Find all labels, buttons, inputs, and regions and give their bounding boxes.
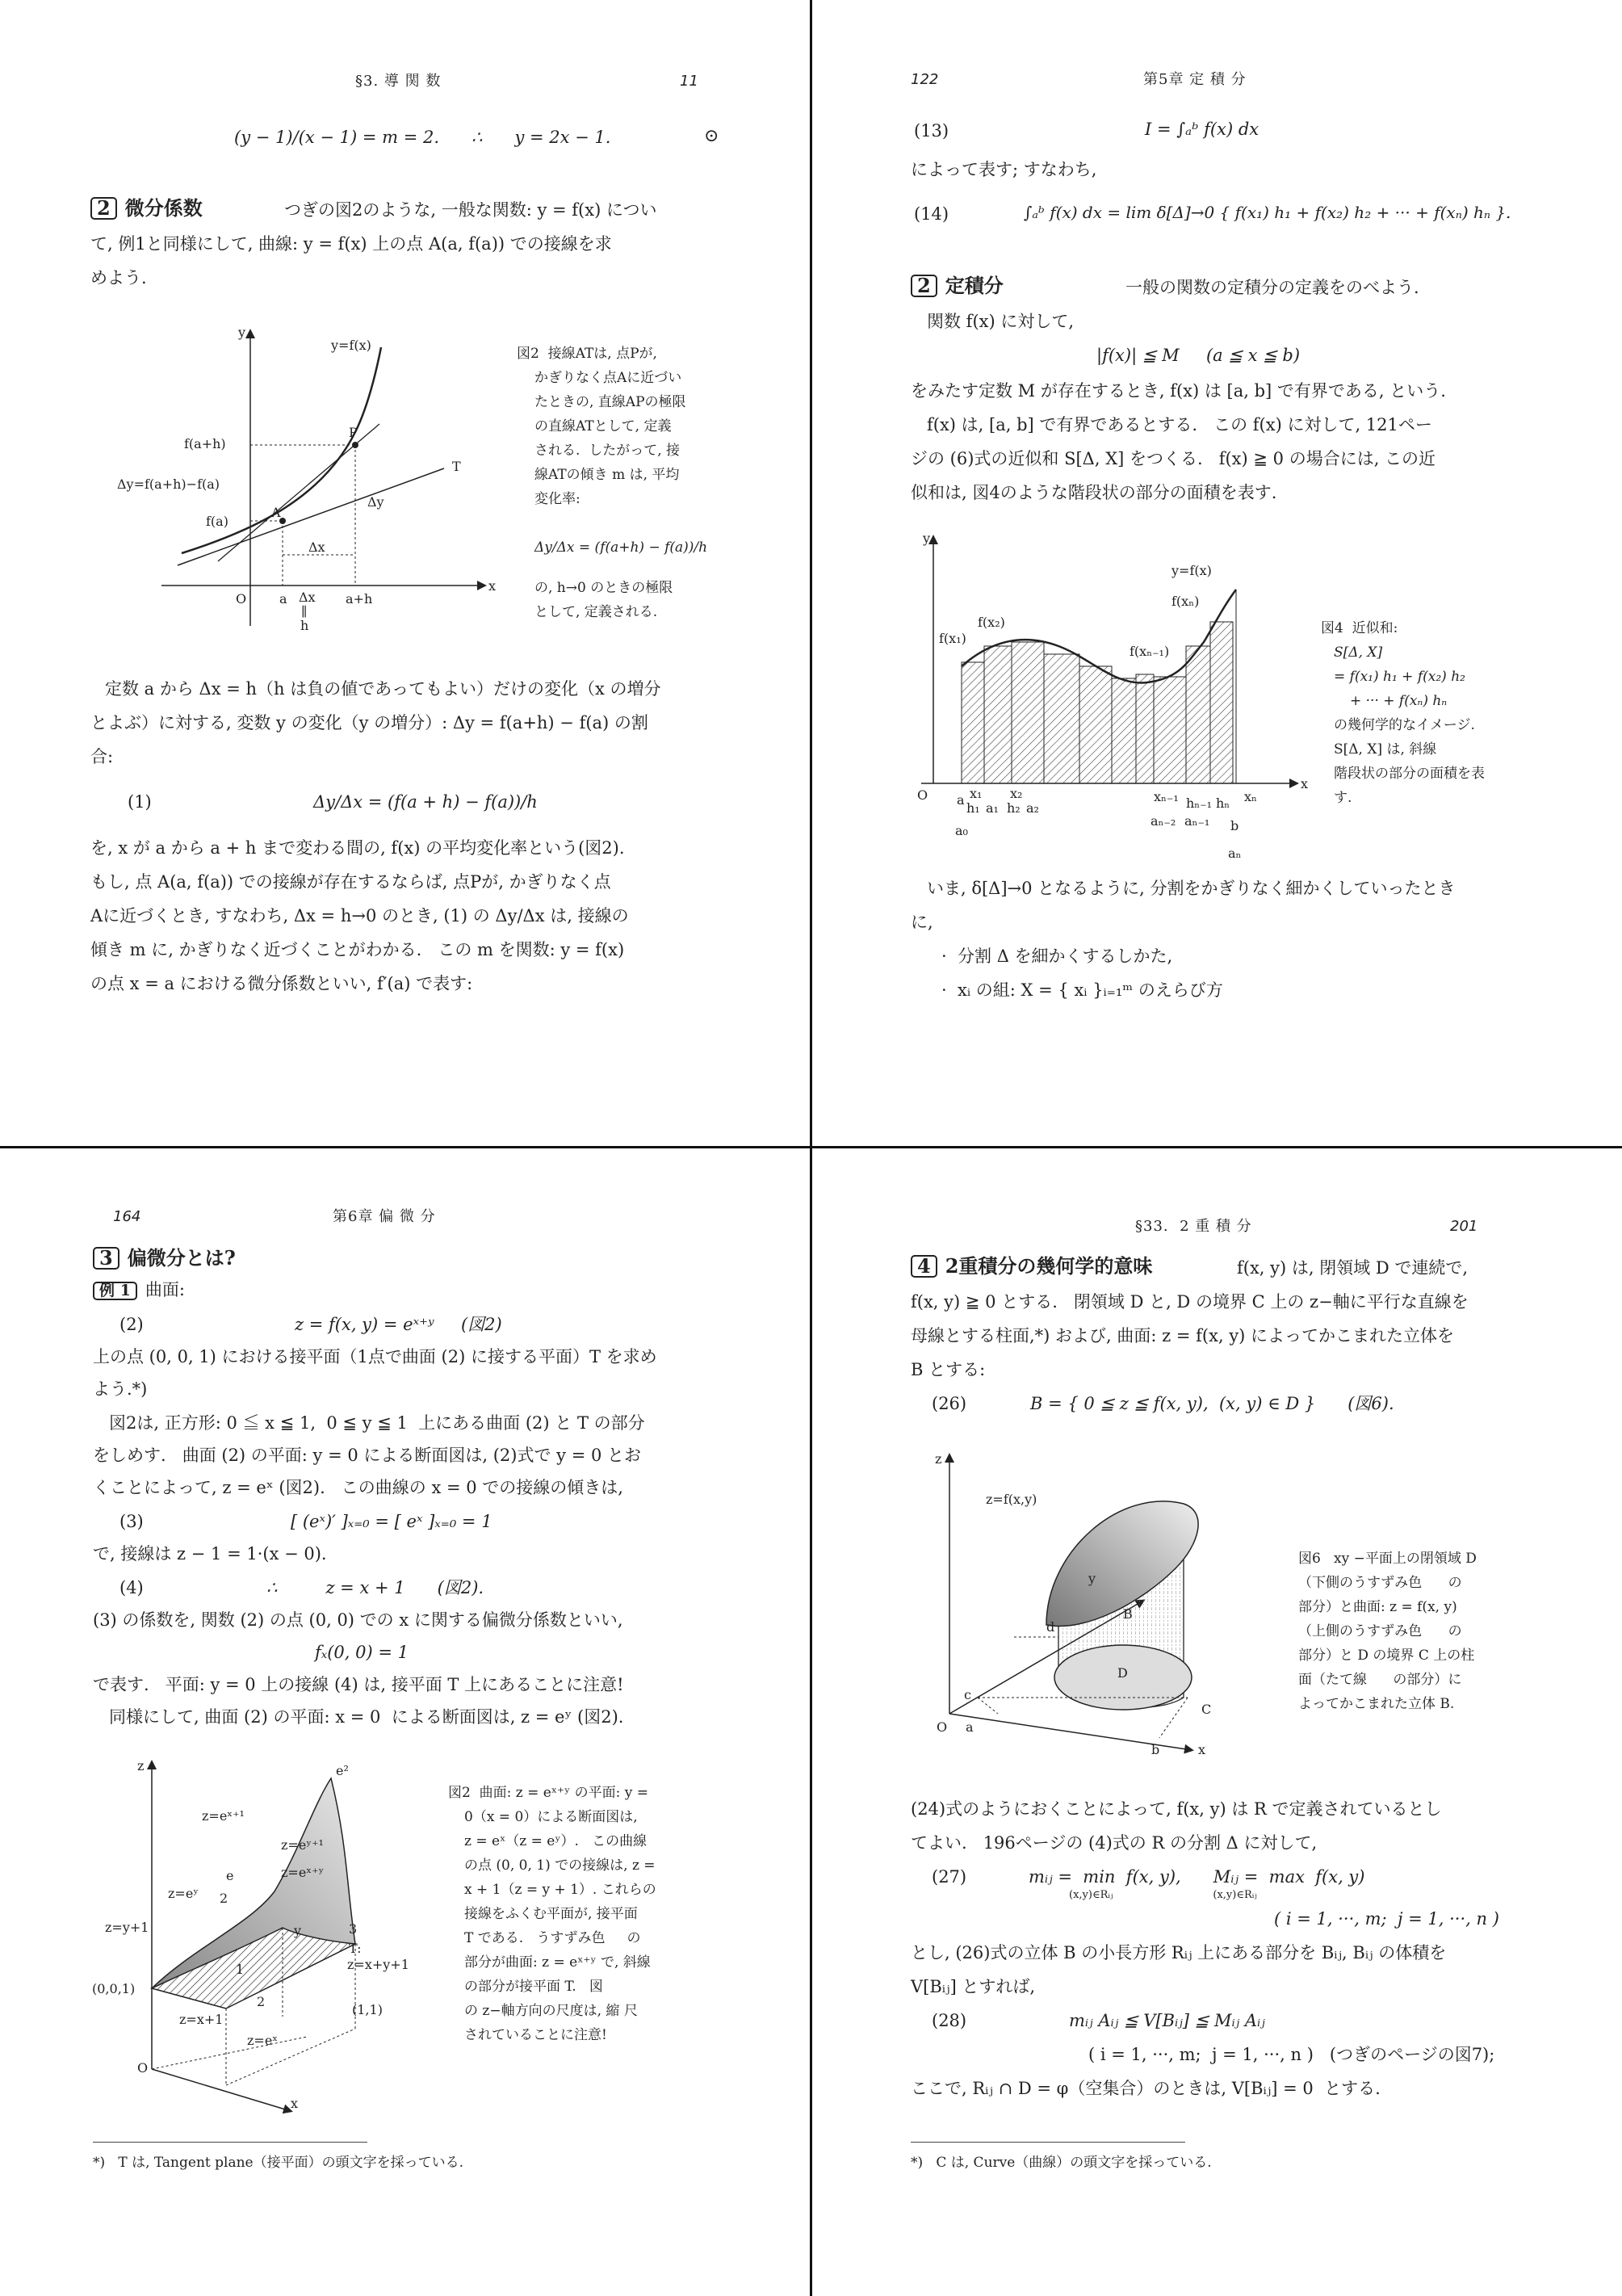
- line-5: くことによって, z = eˣ (図2). この曲線の x = 0 での接線の傾きは,: [93, 1478, 623, 1497]
- line-2: よう.*): [93, 1379, 148, 1399]
- running-header: §33. 2 重 積 分: [1135, 1218, 1252, 1235]
- fig4-an2-label: aₙ₋₂: [1150, 813, 1176, 829]
- fig6-x-label: x: [1198, 1742, 1206, 1757]
- fig2-caption-5: される. したがって, 接: [534, 443, 681, 459]
- example-line: [93, 1282, 185, 1300]
- intro-line-2: て, 例1と同様にして, 曲線: y = f(x) 上の点 A(a, f(a)) での接線を求: [90, 234, 612, 254]
- line-by: によって表す; すなわち,: [911, 160, 1097, 179]
- fig2-caption-7: 変化率:: [534, 491, 580, 507]
- section-number: 3: [93, 1247, 119, 1270]
- figure-4-riemann-sum: [905, 525, 1309, 864]
- eq27-number: (27): [932, 1867, 967, 1887]
- eq4: ∴ z = x + 1 (図2).: [266, 1578, 484, 1597]
- line-1: 上の点 (0, 0, 1) における接平面（1点で曲面 (2) に接する平面）T を求め: [93, 1347, 657, 1366]
- eq14-number: (14): [914, 204, 949, 224]
- fig2s-two2-label: 2: [257, 1994, 266, 2009]
- fig2-dx-label: Δx: [308, 539, 325, 555]
- equation-top: (y − 1)/(x − 1) = m = 2. ∴ y = 2x − 1.: [234, 128, 611, 147]
- section-heading: [93, 1247, 236, 1270]
- fig6-caption-2: （下側のうすずみ色 の: [1298, 1575, 1462, 1591]
- eq14: ∫ₐᵇ f(x) dx = lim δ[Δ]→0 { f(x₁) h₁ + f(x₂) h₂ + ··· + f(xₙ) hₙ }.: [1024, 203, 1511, 222]
- fig2-dx2-label: Δx: [299, 590, 316, 605]
- fig2-caption-2: かぎりなく点Aに近づい: [534, 370, 682, 386]
- section-heading: [90, 197, 203, 220]
- example-text: 曲面:: [145, 1280, 185, 1299]
- body-line-5: ジの (6)式の近似和 S[Δ, X] をつくる. f(x) ≧ 0 の場合には, この近: [911, 449, 1436, 468]
- fig4-an1-label: aₙ₋₁: [1184, 813, 1210, 829]
- section-title: 偏微分とは?: [127, 1246, 236, 1270]
- fig4-xn-label: xₙ: [1244, 789, 1257, 804]
- fig4-caption-6: S[Δ, X] は, 斜線: [1334, 741, 1437, 758]
- fig2-caption-9: の, h→0 のときの極限: [534, 580, 673, 596]
- footnote: *) C は, Curve（曲線）の頭文字を採っている.: [911, 2155, 1212, 2171]
- fig4-origin: O: [917, 787, 928, 803]
- body-line-2: てよい. 196ページの (4)式の R の分割 Δ に対して,: [911, 1833, 1318, 1853]
- fig2s-zy1-label: z=y+1: [105, 1920, 149, 1935]
- intro-line-3: めよう.: [90, 268, 147, 288]
- body2-line-1: いま, δ[Δ]→0 となるように, 分割をかぎりなく細かくしていったとき: [927, 879, 1456, 898]
- eq1-number: (1): [128, 792, 152, 812]
- line-6: で表す. 平面: y = 0 上の接線 (4) は, 接平面 T 上にあることに注意!: [93, 1675, 624, 1694]
- body2-line-1: とし, (26)式の立体 B の小長方形 Rᵢⱼ 上にある部分を Bᵢⱼ, Bᵢⱼ の体積を: [911, 1943, 1447, 1962]
- fig6-c-label: c: [964, 1687, 971, 1702]
- fig2-a-label: a: [279, 591, 287, 607]
- end-mark-icon: ⊙: [704, 126, 719, 146]
- fig4-fxn-label: f(xₙ): [1171, 594, 1200, 609]
- fig2-dy-eq-label: Δy=f(a+h)−f(a): [117, 476, 220, 492]
- fig4-caption-2: S[Δ, X]: [1334, 644, 1383, 661]
- fig2-caption-6: 線ATの傾き m は, 平均: [534, 467, 680, 483]
- fig6-D-label: D: [1117, 1665, 1128, 1681]
- page-122: [812, 0, 1622, 1146]
- bullet-2: · xᵢ の組: X = { xᵢ }ᵢ₌₁ᵐ のえらび方: [941, 980, 1223, 1000]
- fig4-x1-label: x₁: [970, 786, 983, 801]
- eq13: I = ∫ₐᵇ f(x) dx: [1145, 120, 1259, 139]
- fig2-caption-3: たときの, 直線APの極限: [534, 394, 686, 410]
- fig2s-caption-6: 接線をふくむ平面が, 接平面: [464, 1906, 638, 1922]
- fig4-curve-label: y=f(x): [1171, 563, 1212, 578]
- fig4-an-label: aₙ: [1228, 846, 1242, 861]
- eq3: [ (eˣ)′ ]ₓ₌₀ = [ eˣ ]ₓ₌₀ = 1: [291, 1512, 492, 1531]
- eq26: B = { 0 ≦ z ≦ f(x, y), (x, y) ∈ D } (図6).: [1030, 1394, 1394, 1413]
- fig2-A-label: A: [271, 505, 281, 520]
- eq2-number: (2): [119, 1315, 144, 1334]
- bounded-condition: |f(x)| ≦ M (a ≦ x ≦ b): [1096, 346, 1301, 365]
- eq28-number: (28): [932, 2011, 967, 2030]
- body2-line-1: を, x が a から a + h まで変わる間の, f(x) の平均変化率という(図2).: [90, 838, 625, 858]
- fig4-h1-label: h₁: [966, 800, 980, 816]
- fig4-fx2-label: f(x₂): [978, 615, 1005, 630]
- section-number: 2: [911, 275, 937, 297]
- fig2s-zeyp1-label: z=eʸ⁺¹: [281, 1837, 324, 1853]
- fig4-b-label: b: [1230, 818, 1239, 833]
- fig2s-three-label: 3: [349, 1921, 358, 1937]
- fig2s-caption-2: 0（x = 0）による断面図は,: [464, 1809, 638, 1825]
- section-intro: 一般の関数の定積分の定義をのべよう.: [1125, 278, 1419, 297]
- fig4-a2-label: a₂: [1026, 800, 1039, 816]
- fig2-curve-label: y=f(x): [331, 338, 371, 353]
- fig6-caption-3: 部分）と曲面: z = f(x, y): [1298, 1599, 1457, 1615]
- page-201: [812, 1148, 1622, 2296]
- figure-6-solid: [909, 1439, 1305, 1762]
- eq27-subscripts: (x,y)∈Rᵢⱼ (x,y)∈Rᵢⱼ: [1069, 1889, 1257, 1901]
- body2-line-5: の点 x = a における微分係数といい, f′(a) で表す:: [90, 974, 473, 993]
- fig4-a-label: a: [957, 792, 965, 808]
- fig2-eq-mark: ∥: [301, 604, 308, 619]
- footnote-rule: [911, 2142, 1185, 2143]
- page-164: [0, 1148, 810, 2296]
- body3-line: ここで, Rᵢⱼ ∩ D = φ（空集合）のときは, V[Bᵢⱼ] = 0 とする.: [911, 2079, 1381, 2098]
- fig2-caption-4: の直線ATとして, 定義: [534, 418, 672, 434]
- body-line-4: f(x) は, [a, b] で有界であるとする. この f(x) に対して, 121ペー: [927, 415, 1432, 434]
- running-header: 第6章 偏 微 分: [333, 1208, 436, 1225]
- fig6-O-label: O: [937, 1719, 948, 1735]
- fig6-a-label: a: [966, 1719, 974, 1735]
- page-number: 201: [1450, 1218, 1478, 1235]
- page-number: 11: [680, 73, 698, 90]
- fig2s-zex-label: z=eˣ: [247, 2033, 279, 2048]
- fig2-caption-1: 図2 接線ATは, 点Pが,: [517, 346, 657, 362]
- fig2s-two-label: 2: [220, 1891, 228, 1906]
- fig6-B-label: B: [1123, 1606, 1133, 1622]
- fig2s-p001-label: (0,0,1): [92, 1981, 136, 1996]
- line-4: B とする:: [911, 1360, 986, 1379]
- fig6-caption-4: （上側のうすずみ色 の: [1298, 1623, 1462, 1639]
- fig2s-e2-label: e²: [336, 1763, 349, 1778]
- fig2s-T-label: T:: [349, 1941, 362, 1956]
- fig2-dy-label: Δy: [367, 494, 384, 510]
- fig4-caption-4: + ··· + f(xₙ) hₙ: [1350, 693, 1448, 709]
- section-title: 微分係数: [124, 196, 203, 220]
- fig2s-caption-1: 図2 曲面: z = eˣ⁺ʸ の平面: y =: [448, 1785, 648, 1801]
- eq4-number: (4): [119, 1578, 144, 1597]
- fig2s-Teq-label: z=x+y+1: [347, 1957, 409, 1972]
- fig6-surface-label: z=f(x,y): [986, 1492, 1037, 1507]
- fig4-a1-label: a₁: [986, 800, 999, 816]
- fig2-origin: O: [236, 591, 247, 607]
- intro-line-1: つぎの図2のような, 一般な関数: y = f(x) につい: [284, 200, 657, 220]
- body2-line-2: V[Bᵢⱼ] とすれば,: [911, 1977, 1036, 1996]
- fig4-caption-5: の幾何学的なイメージ.: [1334, 717, 1475, 733]
- fig4-x-label: x: [1301, 776, 1309, 791]
- fig6-caption-6: 面（たて線 の部分）に: [1298, 1672, 1462, 1688]
- line-7: 同様にして, 曲面 (2) の平面: x = 0 による断面図は, z = eʸ (図2).: [109, 1707, 624, 1727]
- fig2s-caption-7: T である. うすずみ色 の: [464, 1930, 641, 1946]
- body2-line-2: に,: [911, 913, 933, 932]
- fig4-caption-7: 階段状の部分の面積を表: [1334, 766, 1485, 782]
- eq13-number: (13): [914, 121, 949, 141]
- fig4-caption-8: す.: [1334, 790, 1352, 806]
- fig2s-caption-11: されていることに注意!: [464, 2027, 607, 2043]
- example-number: 例 1: [93, 1282, 137, 1300]
- eq27-range: ( i = 1, ···, m; j = 1, ···, n ): [1274, 1909, 1499, 1929]
- footnote: *) T は, Tangent plane（接平面）の頭文字を採っている.: [93, 2155, 463, 2171]
- body-line-3: 合:: [90, 747, 114, 766]
- running-header: §3. 導 関 数: [355, 73, 442, 90]
- fig2-fa-label: f(a): [206, 514, 228, 529]
- running-header: 第5章 定 積 分: [1143, 71, 1247, 88]
- fig6-caption-5: 部分）と D の境界 C 上の柱: [1298, 1647, 1475, 1664]
- fig2s-O-label: O: [137, 2060, 149, 2076]
- fig2-x-label: x: [488, 578, 497, 594]
- tangent-line: で, 接線は z − 1 = 1·(x − 0).: [93, 1544, 327, 1564]
- bullet-1: · 分割 Δ を細かくするしかた,: [941, 947, 1173, 966]
- fig2-h-label: h: [300, 618, 309, 633]
- fig2s-one-label: 1: [236, 1962, 245, 1977]
- fig2s-p11-label: (1,1): [352, 2002, 383, 2017]
- fig4-h2-label: h₂: [1007, 800, 1021, 816]
- fig2-ah-label: a+h: [346, 591, 373, 607]
- fig4-caption-3: = f(x₁) h₁ + f(x₂) h₂: [1334, 669, 1465, 685]
- page-number: 164: [113, 1208, 141, 1225]
- fig6-C-label: C: [1201, 1702, 1212, 1717]
- fig2-T-label: T: [452, 459, 461, 474]
- fig2s-x-label: x: [291, 2096, 299, 2111]
- fig4-xn1-label: xₙ₋₁: [1154, 789, 1179, 804]
- fig4-hn-label: hₙ: [1216, 795, 1230, 811]
- eq1: Δy/Δx = (f(a + h) − f(a))/h: [313, 792, 538, 812]
- fig4-caption-1: 図4 近似和:: [1321, 620, 1398, 636]
- fig2s-caption-3: z = eˣ（z = eʸ）. この曲線: [464, 1833, 648, 1849]
- fig2-caption-10: として, 定義される.: [534, 604, 658, 620]
- fig2s-caption-5: x + 1（z = y + 1）. これらの: [464, 1882, 656, 1898]
- fig2s-caption-9: の部分が接平面 T. 図: [464, 1979, 603, 1995]
- section-heading: [911, 1255, 1152, 1278]
- fig4-x2-label: x₂: [1010, 786, 1023, 801]
- line-1: f(x, y) は, 閉領域 D で連続で,: [1237, 1258, 1469, 1278]
- line-2: f(x, y) ≧ 0 とする. 閉領域 D と, D の境界 C 上の z−軸に平行な直線を: [911, 1292, 1469, 1312]
- body-line-1: 関数 f(x) に対して,: [927, 312, 1075, 331]
- fig4-y-label: y: [923, 531, 931, 546]
- fig6-b-label: b: [1151, 1742, 1160, 1757]
- section-number: 2: [90, 197, 117, 220]
- eq27: mᵢⱼ = min f(x, y), Mᵢⱼ = max f(x, y): [1029, 1867, 1365, 1887]
- line-4: をしめす. 曲面 (2) の平面: y = 0 による断面図は, (2)式で y = 0 とお: [93, 1446, 642, 1465]
- eq5: fₓ(0, 0) = 1: [315, 1643, 409, 1662]
- line-3: 図2は, 正方形: 0 ≦ x ≦ 1, 0 ≦ y ≦ 1 上にある曲面 (2) と T の部分: [109, 1413, 645, 1433]
- fig6-caption-7: よってかこまれた立体 B.: [1298, 1696, 1455, 1712]
- body2-line-4: 傾き m に, かぎりなく近づくことがわかる. この m を関数: y = f(x): [90, 940, 625, 959]
- body2-line-2: もし, 点 A(a, f(a)) での接線が存在するならば, 点Pが, かぎりなく点: [90, 872, 611, 892]
- fig4-a0-label: a₀: [955, 823, 968, 838]
- partial-derivative-line: (3) の係数を, 関数 (2) の点 (0, 0) での x に関する偏微分係数といい,: [93, 1610, 623, 1630]
- figure-2-tangent: [89, 319, 509, 634]
- eq26-number: (26): [932, 1394, 967, 1413]
- fig2s-z-label: z: [137, 1758, 145, 1773]
- fig2s-caption-10: の z−軸方向の尺度は, 縮 尺: [464, 2003, 638, 2019]
- body-line-1: (24)式のようにおくことによって, f(x, y) は R で定義されているとし: [911, 1799, 1442, 1819]
- fig6-d-label: d: [1046, 1619, 1055, 1635]
- fig6-y-label: y: [1088, 1571, 1096, 1586]
- fig2-fah-label: f(a+h): [184, 436, 226, 451]
- fig2s-zx1-label: z=x+1: [179, 2012, 224, 2027]
- body-line-6: 似和は, 図4のような階段状の部分の面積を表す.: [911, 483, 1277, 502]
- fig2s-e-label: e: [226, 1868, 234, 1883]
- section-number: 4: [911, 1255, 937, 1278]
- body2-line-3: Aに近づくとき, すなわち, Δx = h→0 のとき, (1) の Δy/Δx は, 接線の: [90, 906, 629, 926]
- fig2s-caption-4: の点 (0, 0, 1) での接線は, z =: [464, 1857, 656, 1874]
- fig4-fxn1-label: f(xₙ₋₁): [1130, 644, 1170, 659]
- fig2-caption-formula: Δy/Δx = (f(a+h) − f(a))/h: [534, 539, 708, 556]
- fig6-z-label: z: [935, 1451, 942, 1467]
- footnote-rule: [93, 2142, 367, 2143]
- section-heading: [911, 275, 1004, 297]
- page-number: 122: [911, 71, 939, 88]
- fig2s-zey-label: z=eʸ: [168, 1886, 199, 1901]
- eq28-range: ( i = 1, ···, m; j = 1, ···, n ) (つぎのページの図7);: [1088, 2045, 1495, 2064]
- fig2-P-label: P: [349, 425, 358, 440]
- page-11: [0, 0, 810, 1146]
- eq28: mᵢⱼ Aᵢⱼ ≦ V[Bᵢⱼ] ≦ Mᵢⱼ Aᵢⱼ: [1069, 2011, 1265, 2030]
- eq3-number: (3): [119, 1512, 144, 1531]
- fig2s-zexp1-label: z=eˣ⁺¹: [202, 1808, 245, 1824]
- body-line-3: をみたす定数 M が存在するとき, f(x) は [a, b] で有界である, という.: [911, 381, 1446, 401]
- fig2-y-label: y: [238, 325, 246, 340]
- fig6-caption-1: 図6 xy −平面上の閉領域 D: [1298, 1551, 1477, 1567]
- section-title: 2重積分の幾何学的意味: [945, 1254, 1153, 1278]
- figure-2-surface: [89, 1746, 460, 2118]
- line-3: 母線とする柱面,*) および, 曲面: z = f(x, y) によってかこまれた立体を: [911, 1326, 1455, 1345]
- body-line-2: とよぶ）に対する, 変数 y の変化（y の増分）: Δy = f(a+h) − f(a) の割: [90, 713, 648, 732]
- fig2s-zexy-label: z=eˣ⁺ʸ: [281, 1865, 325, 1880]
- section-title: 定積分: [945, 274, 1004, 297]
- fig2s-y-label: y: [294, 1923, 302, 1938]
- body-line-1: 定数 a から Δx = h（h は負の値であってもよい）だけの変化（x の増分: [105, 679, 661, 699]
- fig4-hn1-label: hₙ₋₁: [1186, 795, 1213, 811]
- eq2: z = f(x, y) = eˣ⁺ʸ (図2): [295, 1315, 502, 1334]
- fig4-fx1-label: f(x₁): [939, 631, 966, 646]
- fig2s-caption-8: 部分が曲面: z = eˣ⁺ʸ で, 斜線: [464, 1954, 651, 1971]
